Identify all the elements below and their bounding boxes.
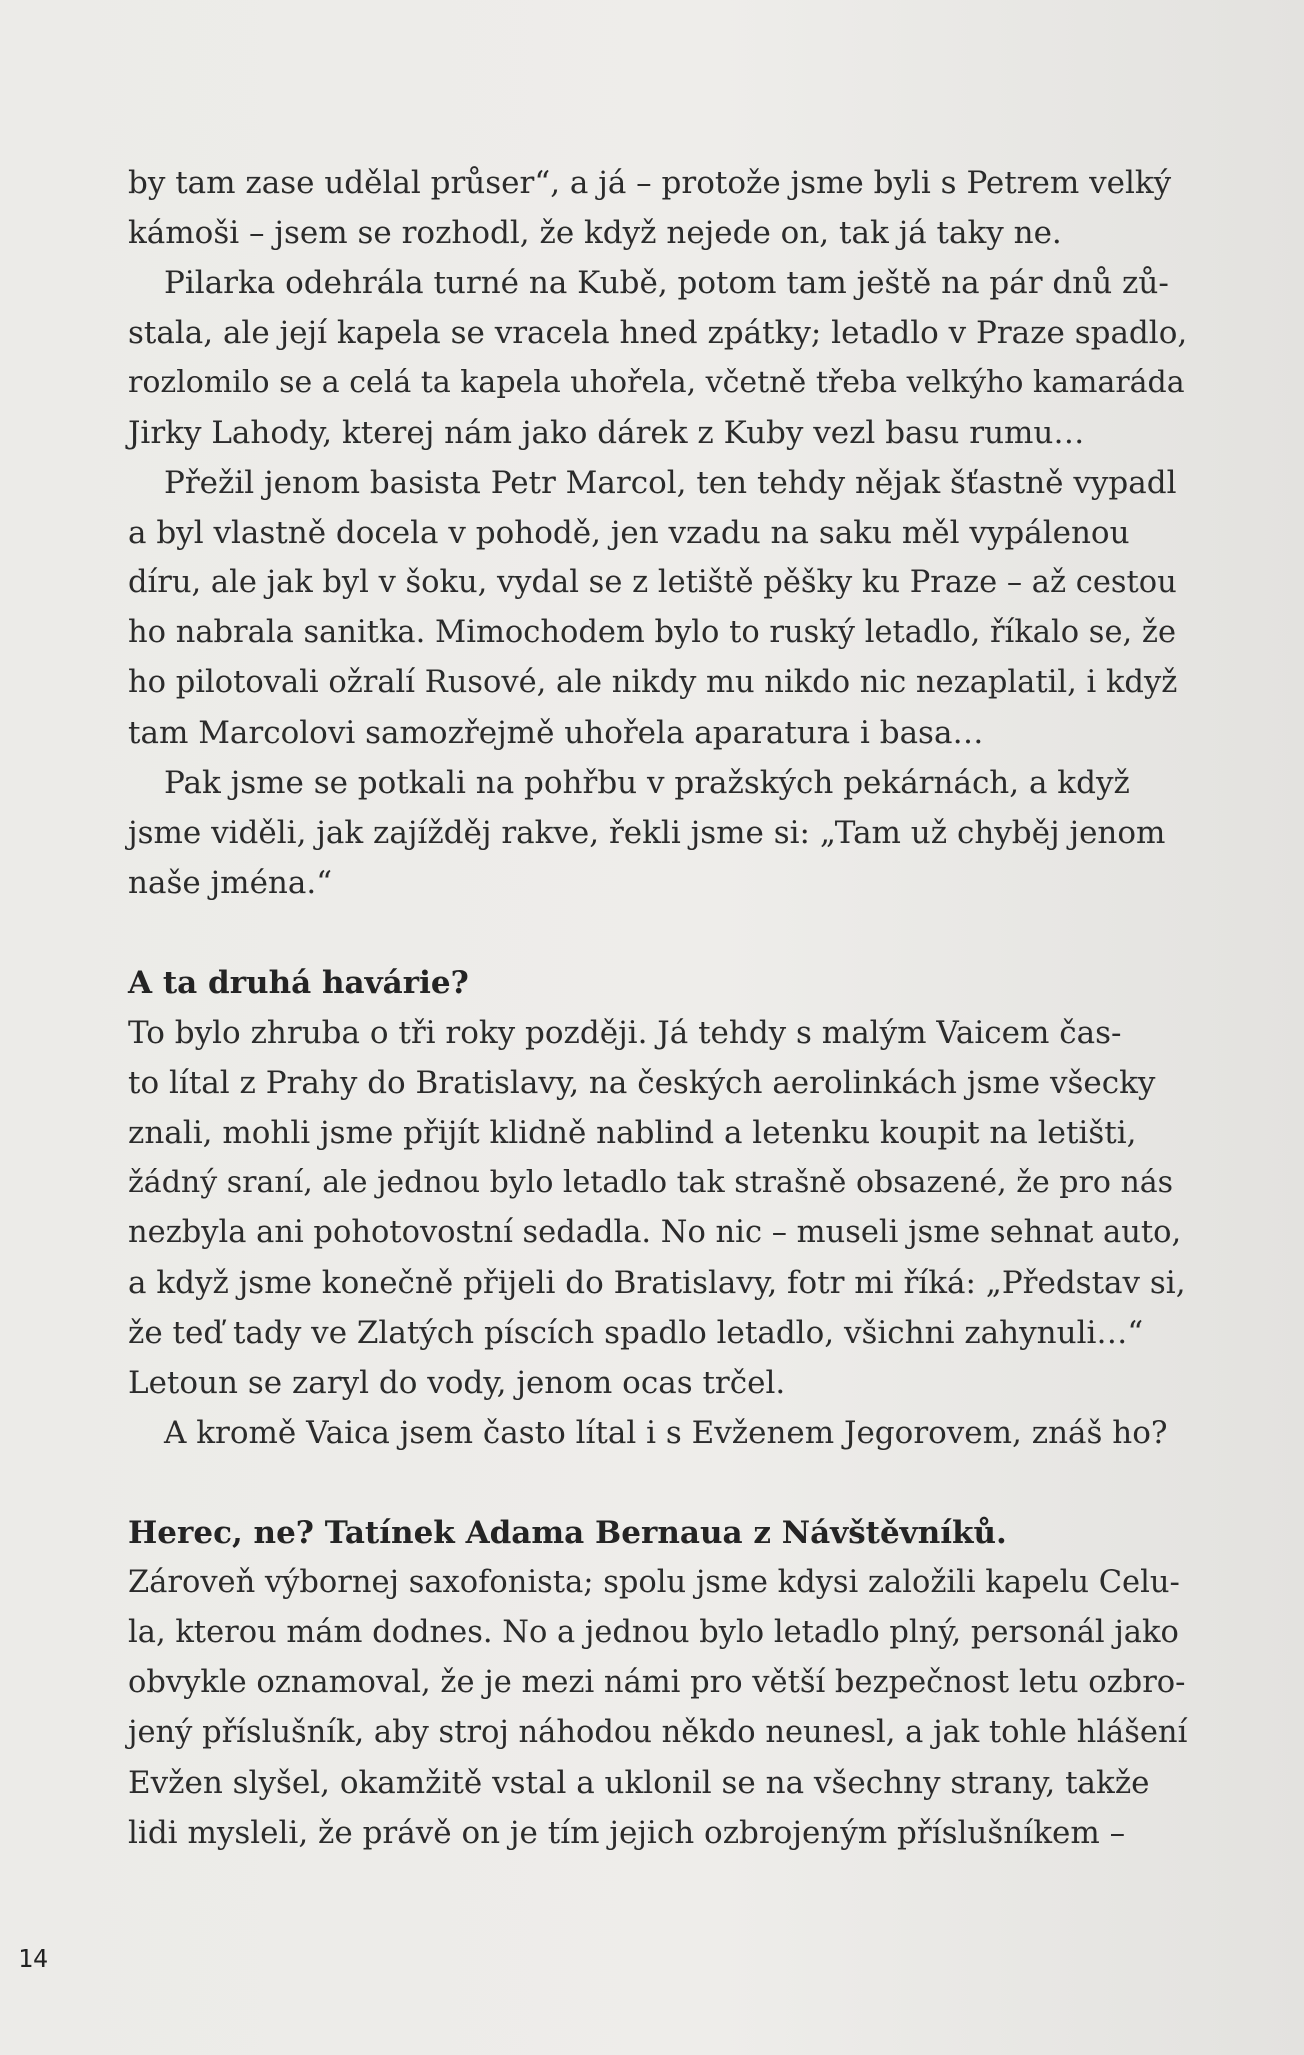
text-line: kámoši – jsem se rozhodl, že když nejede on, tak já taky ne.	[128, 215, 1062, 251]
text-line: jsme viděli, jak zajížděj rakve, řekli jsme si: „Tam už chyběj jenom	[128, 815, 1166, 851]
paragraph-start: Přežil jenom basista Petr Marcol, ten tehdy nějak šťastně vypadl	[164, 465, 1177, 501]
text-line: lidi mysleli, že právě on je tím jejich ozbrojeným příslušníkem –	[128, 1815, 1126, 1851]
paragraph-start: Pak jsme se potkali na pohřbu v pražských pekárnách, a když	[164, 765, 1130, 801]
paragraph-start: Pilarka odehrála turné na Kubě, potom tam ještě na pár dnů zů-	[164, 265, 1169, 301]
text-line: ho pilotovali ožralí Rusové, ale nikdy mu nikdo nic nezaplatil, i když	[128, 665, 1178, 700]
text-line: stala, ale její kapela se vracela hned zpátky; letadlo v Praze spadlo,	[128, 315, 1188, 351]
text-line: tam Marcolovi samozřejmě uhořela aparatura i basa…	[128, 715, 984, 751]
text-line: obvykle oznamoval, že je mezi námi pro větší bezpečnost letu ozbro-	[128, 1665, 1186, 1700]
text-line: že teď tady ve Zlatých píscích spadlo letadlo, všichni zahynuli…“	[128, 1315, 1144, 1351]
text-line: jený příslušník, aby stroj náhodou někdo neunesl, a jak tohle hlášení	[128, 1715, 1188, 1750]
text-line: Zároveň výbornej saxofonista; spolu jsme kdysi založili kapelu Celu-	[128, 1565, 1180, 1600]
text-line: by tam zase udělal průser“, a já – protože jsme byli s Petrem velký	[128, 165, 1172, 201]
page-number: 14	[18, 1944, 49, 1973]
text-line: a když jsme konečně přijeli do Bratislavy, fotr mi říká: „Představ si,	[128, 1265, 1186, 1301]
text-line: ho nabrala sanitka. Mimochodem bylo to ruský letadlo, říkalo se, že	[128, 615, 1177, 650]
text-line: Jirky Lahody, kterej nám jako dárek z Kuby vezl basu rumu…	[128, 415, 1085, 451]
text-line: la, kterou mám dodnes. No a jednou bylo letadlo plný, personál jako	[128, 1615, 1179, 1650]
text-line: Letoun se zaryl do vody, jenom ocas trčel.	[128, 1365, 786, 1401]
text-line: znali, mohli jsme přijít klidně nablind a letenku koupit na letišti,	[128, 1115, 1137, 1151]
text-line: rozlomilo se a celá ta kapela uhořela, včetně třeba velkýho kamaráda	[128, 365, 1185, 400]
text-line: nezbyla ani pohotovostní sedadla. No nic – museli jsme sehnat auto,	[128, 1215, 1182, 1250]
text-line: díru, ale jak byl v šoku, vydal se z letiště pěšky ku Praze – až cestou	[128, 565, 1177, 600]
text-line: Evžen slyšel, okamžitě vstal a uklonil se na všechny strany, takže	[128, 1765, 1150, 1801]
text-line: naše jména.“	[128, 865, 333, 901]
interview-question: A ta druhá havárie?	[128, 965, 469, 1001]
paragraph-start: A kromě Vaica jsem často lítal i s Evženem Jegorovem, znáš ho?	[164, 1415, 1168, 1451]
text-line: To bylo zhruba o tři roky později. Já tehdy s malým Vaicem čas-	[128, 1015, 1122, 1051]
text-line: žádný sraní, ale jednou bylo letadlo tak strašně obsazené, že pro nás	[128, 1165, 1174, 1200]
text-line: a byl vlastně docela v pohodě, jen vzadu na saku měl vypálenou	[128, 515, 1130, 551]
interview-question: Herec, ne? Tatínek Adama Bernaua z Návštěvníků.	[128, 1515, 1007, 1551]
text-line: to lítal z Prahy do Bratislavy, na českých aerolinkách jsme všecky	[128, 1065, 1156, 1101]
